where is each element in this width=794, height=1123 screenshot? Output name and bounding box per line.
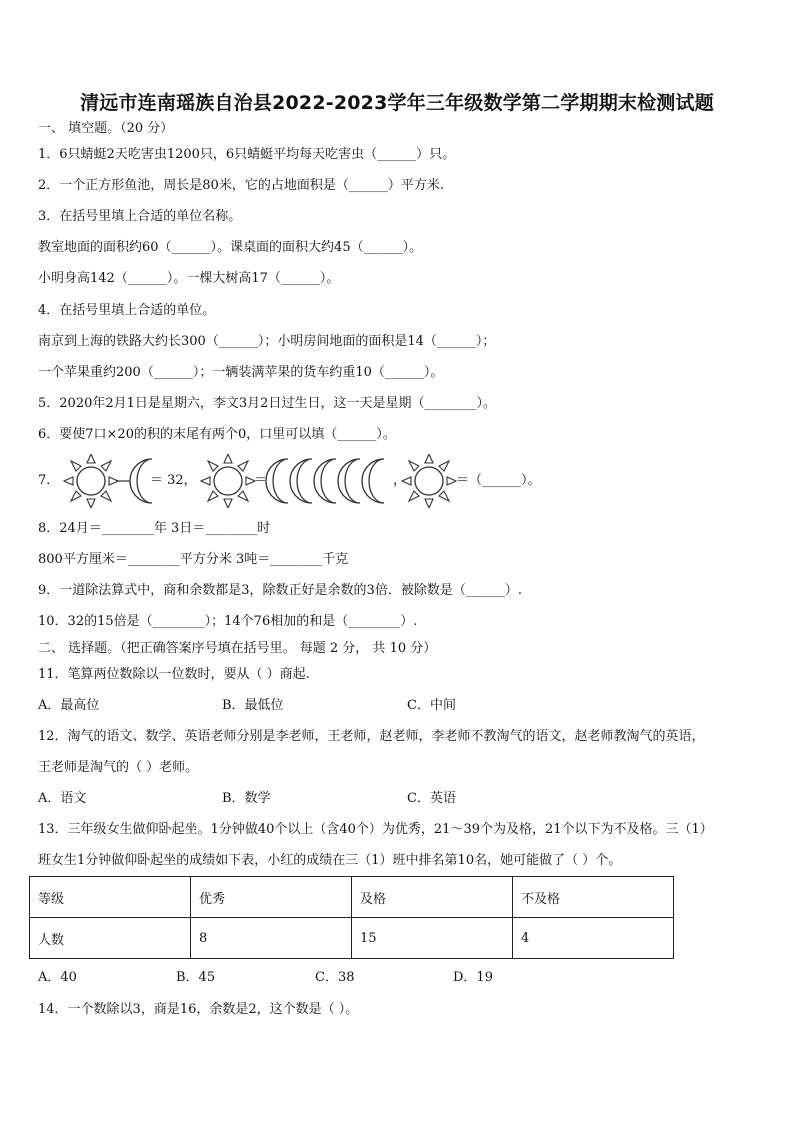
question-12-line-a: 12．淘气的语文、数学、英语老师分别是李老师，王老师，赵老师，李老师不教淘气的语文，赵老师教淘气的英语， bbox=[38, 729, 705, 744]
question-7-answer: ＝（______）。 bbox=[456, 473, 541, 488]
question-3-line-b: 小明身高142（______）。一棵大树高17（______）。 bbox=[38, 271, 340, 286]
question-11: 11．笔算两位数除以一位数时，要从（ ）商起. bbox=[38, 667, 310, 682]
question-13-option-d: D．19 bbox=[453, 970, 493, 985]
sun-icon bbox=[402, 454, 456, 508]
moon-icon bbox=[130, 459, 152, 503]
question-7-equals-32: ＝ 32， bbox=[150, 473, 197, 488]
question-8-line-b: 800平方厘米＝________平方分米 3吨＝________千克 bbox=[38, 552, 349, 567]
question-13-option-c: C．38 bbox=[315, 970, 355, 985]
question-7-picture-equation bbox=[38, 454, 758, 508]
moon-icon bbox=[290, 459, 312, 503]
question-11-option-c: C．中间 bbox=[407, 698, 456, 713]
moon-icon bbox=[362, 459, 384, 503]
question-14: 14．一个数除以3，商是16，余数是2，这个数是（ ）。 bbox=[38, 1002, 359, 1017]
question-13-line-a: 13．三年级女生做仰卧起坐。1分钟做40个以上（含40个）为优秀，21～39个为及格，21个以下为不及格。三（1） bbox=[38, 822, 713, 837]
question-9: 9．一道除法算式中，商和余数都是3，除数正好是余数的3倍．被除数是（______）. bbox=[38, 583, 522, 598]
question-4-line-b: 一个苹果重约200（______）；一辆装满苹果的货车约重10（______）。 bbox=[38, 365, 444, 380]
question-11-option-a: A．最高位 bbox=[38, 698, 100, 713]
table-cell: 人数 bbox=[30, 918, 191, 959]
table-header-cell: 不及格 bbox=[513, 877, 674, 918]
section-fill-blank-heading: 一、 填空题。（20 分） bbox=[38, 121, 174, 136]
moon-icon bbox=[338, 459, 360, 503]
question-8-line-a: 8．24月＝________年 3日＝________时 bbox=[38, 521, 271, 536]
table-header-cell: 等级 bbox=[30, 877, 191, 918]
question-10: 10．32的15倍是（________）；14个76相加的和是（________）. bbox=[38, 614, 418, 629]
question-13-option-b: B．45 bbox=[176, 970, 216, 985]
question-4-line-a: 南京到上海的铁路大约长300（______）；小明房间地面的面积是14（______）； bbox=[38, 334, 496, 349]
question-7-comma: ， bbox=[393, 473, 407, 488]
question-11-option-b: B．最低位 bbox=[222, 698, 284, 713]
table-header-cell: 及格 bbox=[352, 877, 513, 918]
question-3-line-a: 教室地面的面积约60（______）。课桌面的面积大约45（______）。 bbox=[38, 240, 423, 255]
moon-icon bbox=[266, 459, 288, 503]
sun-icon bbox=[64, 454, 118, 508]
question-3: 3．在括号里填上合适的单位名称。 bbox=[38, 209, 242, 224]
section-choice-heading: 二、 选择题。（把正确答案序号填在括号里。 每题 2 分， 共 10 分） bbox=[38, 641, 437, 656]
question-13-option-a: A．40 bbox=[38, 970, 77, 985]
table-row bbox=[30, 877, 674, 918]
question-7-equals: ＝ bbox=[254, 473, 268, 488]
table-cell: 15 bbox=[352, 918, 513, 959]
question-13-line-b: 班女生1分钟做仰卧起坐的成绩如下表，小红的成绩在三（1）班中排名第10名，她可能做了（ ）个。 bbox=[38, 853, 622, 868]
table-cell: 8 bbox=[191, 918, 352, 959]
question-12-option-a: A．语文 bbox=[38, 791, 87, 806]
question-5: 5．2020年2月1日是星期六，李文3月2日过生日，这一天是星期（________）。 bbox=[38, 396, 496, 411]
table-header-cell: 优秀 bbox=[191, 877, 352, 918]
grade-table bbox=[29, 876, 674, 959]
question-12-option-c: C．英语 bbox=[407, 791, 456, 806]
table-cell: 4 bbox=[513, 918, 674, 959]
table-row bbox=[30, 918, 674, 959]
question-2: 2．一个正方形鱼池，周长是80米，它的占地面积是（______）平方米. bbox=[38, 178, 444, 193]
sun-icon bbox=[201, 454, 255, 508]
page-title: 清远市连南瑶族自治县2022-2023学年三年级数学第二学期期末检测试题 bbox=[80, 92, 714, 114]
question-12-option-b: B．数学 bbox=[222, 791, 271, 806]
question-4: 4．在括号里填上合适的单位。 bbox=[38, 303, 216, 318]
question-12-line-b: 王老师是淘气的（ ）老师。 bbox=[38, 760, 199, 775]
moon-icon bbox=[314, 459, 336, 503]
question-7-number: 7． bbox=[38, 473, 60, 488]
question-1: 1．6只蜻蜓2天吃害虫1200只，6只蜻蜓平均每天吃害虫（______）只。 bbox=[38, 147, 456, 162]
question-6: 6．要使7口×20的积的末尾有两个0，口里可以填（______）。 bbox=[38, 427, 396, 442]
